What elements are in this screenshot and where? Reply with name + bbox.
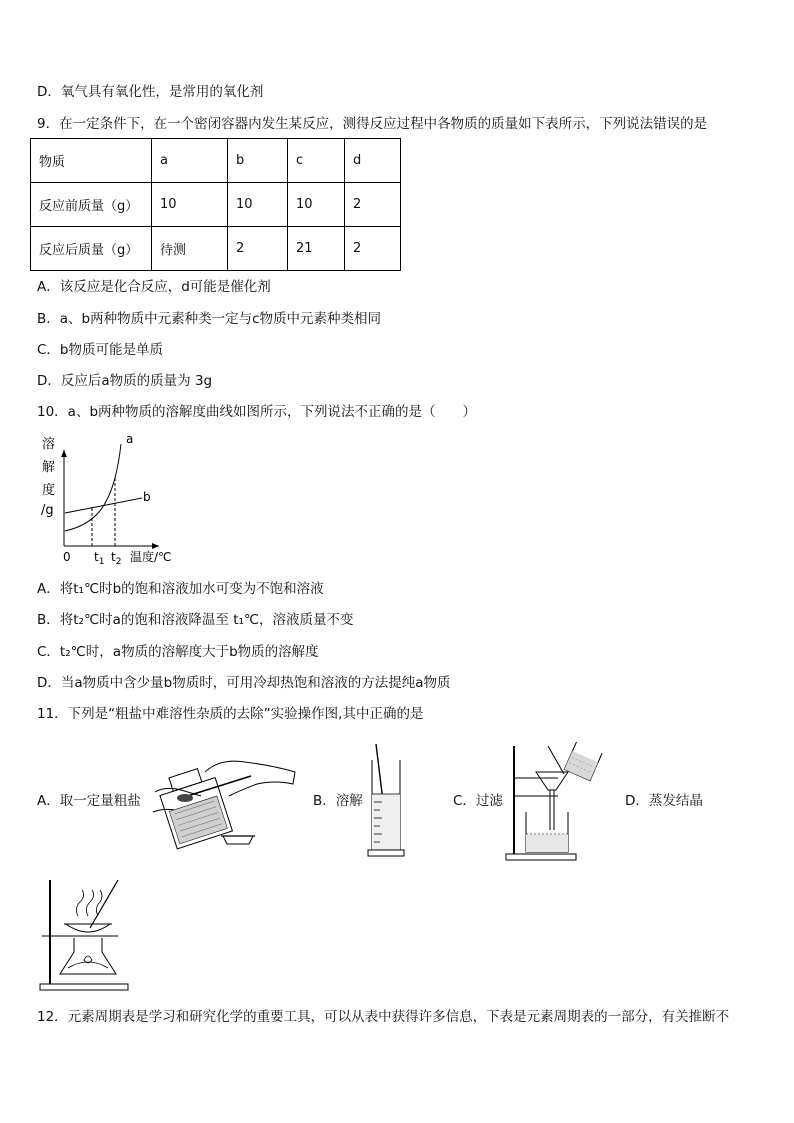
y-axis-label-char: 解 bbox=[42, 460, 56, 475]
q10-option-a: A．将t₁℃时b的饱和溶液加水可变为不饱和溶液 bbox=[37, 581, 324, 597]
curve-a-label: a bbox=[126, 432, 134, 446]
table-cell: 10 bbox=[288, 183, 345, 227]
x-axis-label: 温度/℃ bbox=[130, 550, 172, 564]
table-cell: 待测 bbox=[152, 227, 228, 271]
table-cell: 2 bbox=[345, 183, 401, 227]
y-axis-label-char: /g bbox=[41, 503, 54, 518]
origin-label: 0 bbox=[63, 550, 71, 564]
figure-taking-salt bbox=[145, 752, 297, 860]
table-cell: 反应前质量（g） bbox=[31, 183, 152, 227]
q9-option-c: C．b物质可能是单质 bbox=[37, 342, 163, 358]
figure-dissolve-cylinder bbox=[366, 742, 410, 862]
q11-option-b: B．溶解 bbox=[313, 793, 363, 809]
q10-option-d: D．当a物质中含少量b物质时，可用冷却热饱和溶液的方法提纯a物质 bbox=[37, 675, 451, 691]
table-row bbox=[31, 227, 401, 271]
q9-stem: 9．在一定条件下，在一个密闭容器内发生某反应，测得反应过程中各物质的质量如下表所示，下列说法错误的是 bbox=[37, 116, 708, 132]
table-cell: 10 bbox=[228, 183, 288, 227]
q9-option-d: D．反应后a物质的质量为 3g bbox=[37, 373, 213, 389]
table-header-cell: a bbox=[152, 139, 228, 183]
q11-option-a: A．取一定量粗盐 bbox=[37, 793, 141, 809]
table-cell: 2 bbox=[345, 227, 401, 271]
table-cell: 21 bbox=[288, 227, 345, 271]
q9-mass-table bbox=[30, 138, 401, 271]
q9-option-a: A．该反应是化合反应，d可能是催化剂 bbox=[37, 279, 271, 295]
curve-a bbox=[65, 444, 121, 531]
table-header-row bbox=[31, 139, 401, 183]
curve-b bbox=[65, 498, 142, 513]
curve-b-label: b bbox=[143, 490, 151, 504]
q10-option-c: C．t₂℃时，a物质的溶解度大于b物质的溶解度 bbox=[37, 644, 319, 660]
q8-option-d: D．氧气具有氧化性，是常用的氧化剂 bbox=[37, 84, 264, 100]
q10-option-b: B．将t₂℃时a的饱和溶液降温至 t₁℃，溶液质量不变 bbox=[37, 612, 354, 628]
y-axis-label-char: 度 bbox=[42, 483, 56, 498]
t1-label: $t_1$ bbox=[94, 550, 105, 567]
table-row bbox=[31, 183, 401, 227]
table-cell: 反应后质量（g） bbox=[31, 227, 152, 271]
table-cell: 10 bbox=[152, 183, 228, 227]
q10-stem: 10．a、b两种物质的溶解度曲线如图所示，下列说法不正确的是（ ） bbox=[37, 404, 477, 420]
table-header-cell: b bbox=[228, 139, 288, 183]
table-cell: 2 bbox=[228, 227, 288, 271]
figure-evaporation bbox=[38, 876, 138, 994]
t2-label: $t_2$ bbox=[111, 550, 122, 567]
y-axis-label-char: 溶 bbox=[42, 437, 56, 452]
solubility-curve-graph bbox=[37, 428, 187, 568]
q9-option-b: B．a、b两种物质中元素种类一定与c物质中元素种类相同 bbox=[37, 311, 382, 327]
q11-option-d: D．蒸发结晶 bbox=[625, 793, 703, 809]
q12-stem: 12．元素周期表是学习和研究化学的重要工具，可以从表中获得许多信息，下表是元素周期表的一部分，有关推断不 bbox=[37, 1009, 730, 1025]
table-header-cell: c bbox=[288, 139, 345, 183]
q11-option-c: C．过滤 bbox=[453, 793, 503, 809]
figure-filtration bbox=[502, 742, 612, 864]
q11-stem: 11．下列是“粗盐中难溶性杂质的去除”实验操作图,其中正确的是 bbox=[37, 706, 424, 722]
table-header-cell: 物质 bbox=[31, 139, 152, 183]
table-header-cell: d bbox=[345, 139, 401, 183]
